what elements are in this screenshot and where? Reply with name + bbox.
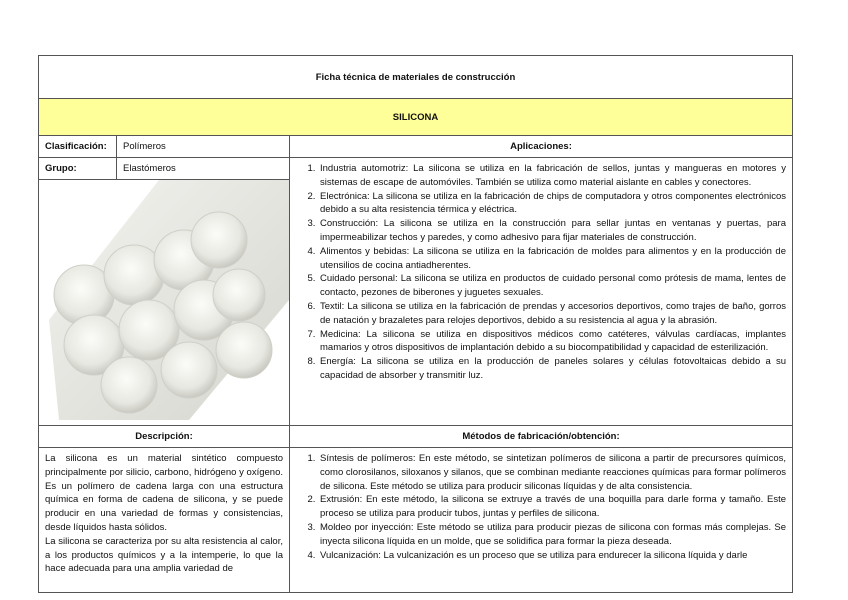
silicone-image-cell	[39, 180, 290, 426]
list-item: 1. Síntesis de polímeros: En este método, se sintetizan polímeros de silicona a partir de precursores químicos, como clorosilanos, siloxanos y silanos, que se combinan mediante reacciones químicas para formar polímeros de silicona. Este método se utiliza para producir siliconas líquidas y de alta consistencia.	[318, 452, 786, 493]
aplicaciones-list	[296, 162, 786, 383]
clasificacion-label: Clasificación:	[39, 136, 117, 158]
descripcion-paragraph: La silicona se caracteriza por su alta resistencia al calor, a los productos químicos y a la intemperie, lo que la hace adecuada para una amplia variedad de	[45, 535, 283, 575]
list-item: 2. Electrónica: La silicona se utiliza en la fabricación de chips de computadora y otros componentes electrónicos debido a su alta resistencia térmica y eléctrica.	[318, 190, 786, 218]
list-item: 5. Cuidado personal: La silicona se utiliza en productos de cuidado personal como prótesis de mama, lentes de contacto, pezones de biberones y juguetes sexuales.	[318, 272, 786, 300]
descripcion-header: Descripción:	[39, 426, 290, 448]
aplicaciones-content	[290, 158, 793, 426]
list-item: 7. Medicina: La silicona se utiliza en dispositivos médicos como catéteres, válvulas cardíacas, implantes mamarios y otros dispositivos de implantación debido a su biocompatibilidad y capacidad de esterilización.	[318, 328, 786, 356]
list-item: 4. Alimentos y bebidas: La silicona se utiliza en la fabricación de moldes para alimentos y en la producción de utensilios de cocina antiadherentes.	[318, 245, 786, 273]
material-sheet-table	[38, 55, 793, 593]
list-item: 2. Extrusión: En este método, la silicona se extruye a través de una boquilla para darle forma y tamaño. Este proceso se utiliza para producir tubos, juntas y perfiles de silicona.	[318, 493, 786, 521]
list-item: 3. Moldeo por inyección: Este método se utiliza para producir piezas de silicona con formas más complejas. Se inyecta silicona líquida en un molde, que se solidifica para formar la pieza deseada.	[318, 521, 786, 549]
descripcion-content	[39, 448, 290, 593]
list-item: 8. Energía: La silicona se utiliza en la producción de paneles solares y células fotovoltaicas debido a su capacidad de absorber y transmitir luz.	[318, 355, 786, 383]
silicone-sticks-image	[39, 180, 289, 420]
grupo-value: Elastómeros	[117, 158, 290, 180]
metodos-content	[290, 448, 793, 593]
aplicaciones-header: Aplicaciones:	[290, 136, 793, 158]
material-name: SILICONA	[39, 99, 793, 136]
list-item: 4. Vulcanización: La vulcanización es un proceso que se utiliza para endurecer la silicona líquida y darle	[318, 549, 786, 563]
metodos-list	[296, 452, 786, 562]
grupo-label: Grupo:	[39, 158, 117, 180]
list-item: 1. Industria automotriz: La silicona se utiliza en la fabricación de sellos, juntas y mangueras en motores y sistemas de escape de automóviles. También se utiliza como material aislante en cables y conectores.	[318, 162, 786, 190]
list-item: 6. Textil: La silicona se utiliza en la fabricación de prendas y accesorios deportivos, como trajes de baño, gorros de natación y brazaletes para relojes deportivos, debido a su resistencia al agua y la abrasión.	[318, 300, 786, 328]
list-item: 3. Construcción: La silicona se utiliza en la construcción para sellar juntas en ventanas y puertas, para impermeabilizar techos y paredes, y como adhesivo para fijar materiales de construcción.	[318, 217, 786, 245]
descripcion-paragraph: La silicona es un material sintético compuesto principalmente por silicio, carbono, hidrógeno y oxígeno. Es un polímero de cadena larga con una estructura química en forma de cadena de silicona, y se puede producir en una variedad de formas y consistencias, desde líquidos hasta sólidos.	[45, 453, 283, 533]
metodos-header: Métodos de fabricación/obtención:	[290, 426, 793, 448]
sheet-title: Ficha técnica de materiales de construcción	[39, 56, 793, 99]
clasificacion-value: Polímeros	[117, 136, 290, 158]
